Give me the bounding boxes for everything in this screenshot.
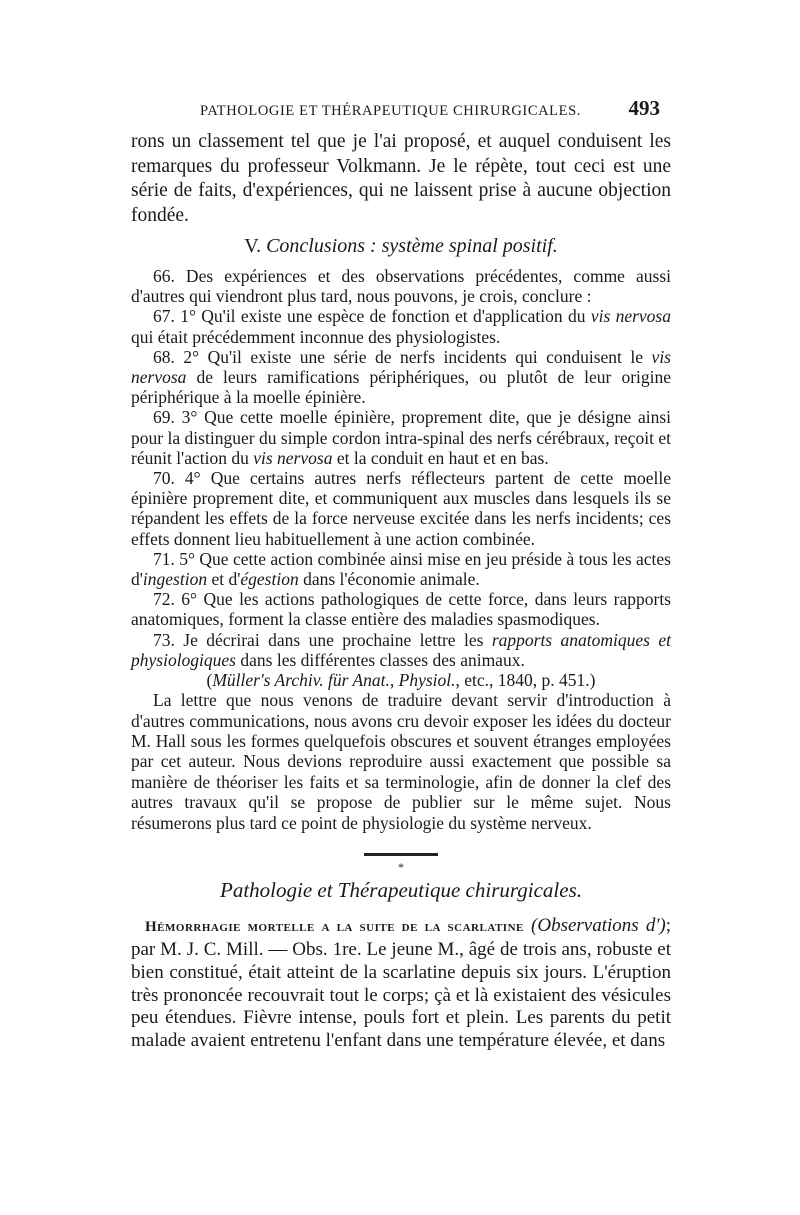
running-title: PATHOLOGIE ET THÉRAPEUTIQUE CHIRURGICALES. — [200, 103, 581, 119]
paragraph-72: 72. 6° Que les actions pathologiques de cette force, dans leurs rapports anatomiques, forment la classe entière des maladies spasmodiques. — [131, 589, 671, 630]
p73-italic: rapports anatomiques et physiologiques — [131, 629, 671, 670]
section-prefix: V. — [244, 235, 262, 257]
p71-text-a: 71. 5° Que cette action combinée ainsi mise en jeu préside à tous les actes d' — [131, 548, 671, 590]
page-header — [200, 96, 660, 121]
translator-note: La lettre que nous venons de traduire devant servir d'introduction à d'autres communications, nous avons cru devoir exposer les idées du docteur M. Hall sous les formes quelquefois obscures et souvent étranges employées par cet auteur. Nous devions reproduire aussi exactement que possible sa manière de théoriser les faits et sa terminologie, afin de donner la clef des autres travaux qu'il se propose de publier sur le même sujet. Nous résumerons plus tard ce point de physiologie du système nerveux. — [131, 690, 671, 833]
article-title: Hémorrhagie mortelle a la suite de la scarlatine — [145, 919, 524, 936]
paragraph-68 — [131, 347, 671, 408]
p73-text-b: dans les différentes classes des animaux. — [240, 649, 525, 670]
p69-text-a: 69. 3° Que cette moelle épinière, proprement dite, que je désigne ainsi pour la distinguer du simple cordon intra-spinal des nerfs cérébraux, reçoit et réunit l'action du — [131, 407, 671, 468]
paragraph-71 — [131, 549, 671, 589]
p69-text-b: et la conduit en haut et en bas. — [336, 447, 549, 468]
divider-mark: * — [398, 860, 404, 875]
article-author: ; par M. J. C. Mill. — Obs. 1re. — [131, 915, 671, 960]
p67-text-a: 67. 1° Qu'il existe une espèce de fonction et d'application du — [153, 306, 586, 327]
paragraph-69 — [131, 407, 671, 468]
section-divider — [364, 853, 438, 856]
p67-vis-nervosa: vis nervosa — [590, 306, 671, 327]
section-title: Conclusions : système spinal positif. — [266, 235, 558, 257]
p69-vis-nervosa: vis nervosa — [253, 447, 333, 468]
p68-text-a: 68. 2° Qu'il existe une série de nerfs incidents qui conduisent le — [153, 346, 644, 367]
paragraph-66: 66. Des expériences et des observations précédentes, comme aussi d'autres qui viendront plus tard, nous pouvons, je crois, conclure : — [131, 266, 671, 307]
article-paragraph — [131, 915, 671, 1053]
p73-text-a: 73. Je décrirai dans une prochaine lettre les — [153, 629, 484, 650]
p68-text-b: de leurs ramifications périphériques, ou plutôt de leur origine périphérique à la moelle épinière. — [131, 367, 672, 408]
paragraph-73 — [131, 630, 671, 670]
citation: (Müller's Archiv. für Anat., Physiol., etc., 1840, p. 451.) — [206, 670, 596, 691]
journal-section-heading: Pathologie et Thérapeutique chirurgicales. — [220, 878, 582, 903]
article-text: Le jeune M., âgé de trois ans, robuste et bien constitué, était atteint de la scarlatine depuis six jours. L'éruption très prononcée recouvrait tout le corps; çà et là existaient des vésicules peu étendues. Fièvre intense, pouls fort et plein. Les parents du petit malade avaient entretenu l'enfant dans une température élevée, et dans — [131, 938, 672, 1052]
p71-ingestion: ingestion — [142, 569, 208, 590]
page-body — [131, 130, 671, 1053]
paragraph-70: 70. 4° Que certains autres nerfs réflecteurs partent de cette moelle épinière proprement dite, et communiquent aux muscles dans lesquels ils se répandent les effets de la force nerveuse excitée dans les nerfs incidents; ces effets donnent lieu habituellement à une action combinée. — [131, 468, 671, 549]
lead-paragraph: rons un classement tel que je l'ai proposé, et auquel conduisent les remarques du professeur Volkmann. Je le répète, tout ceci est une série de faits, d'expériences, qui ne laissent prise à aucune objection fondée. — [131, 131, 671, 226]
p71-text-b: dans l'économie animale. — [303, 569, 480, 590]
p68-vis-nervosa: vis nervosa — [131, 346, 671, 388]
p71-text-mid: et d' — [211, 569, 241, 590]
citation-rest: , etc., 1840, p. 451.) — [455, 670, 596, 691]
article-subtitle: (Observations d') — [531, 915, 666, 937]
citation-source: Müller's Archiv. für Anat., Physiol. — [212, 670, 456, 691]
p67-text-b: qui était précédemment inconnue des physiologistes. — [131, 326, 501, 347]
section-heading — [131, 234, 671, 258]
paragraph-67 — [131, 306, 671, 346]
p71-egestion: égestion — [240, 569, 299, 590]
page-number: 493 — [628, 96, 660, 120]
